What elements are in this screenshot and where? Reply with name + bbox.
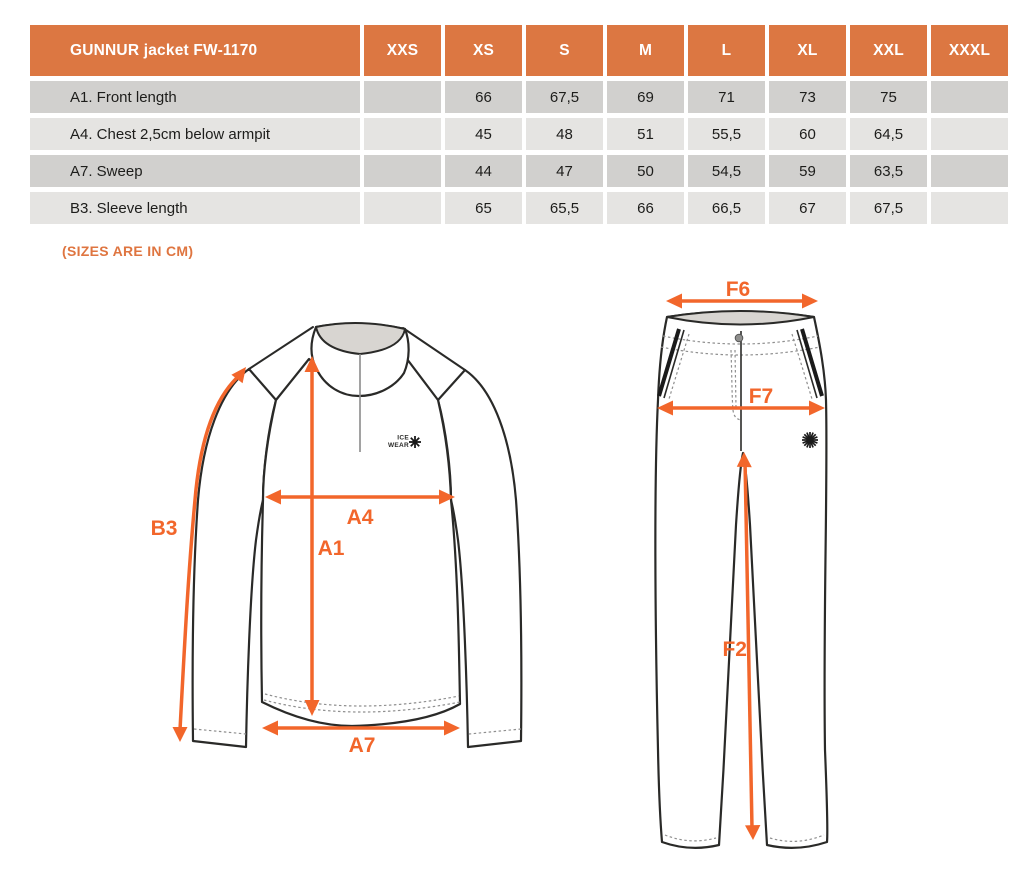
svg-text:WEAR: WEAR — [387, 442, 409, 449]
row-label-b3: B3. Sleeve length — [30, 192, 360, 224]
b3-label: B3 — [150, 517, 178, 540]
value-cell: 65 — [445, 192, 522, 224]
value-cell: 64,5 — [850, 118, 927, 150]
f6-label: F6 — [725, 278, 751, 301]
value-cell: 71 — [688, 81, 765, 113]
pants-diagram — [628, 278, 873, 870]
value-cell — [931, 155, 1008, 187]
size-header-xxs: XXS — [364, 25, 441, 76]
snowflake-icon — [409, 436, 421, 448]
a4-label: A4 — [346, 506, 374, 529]
value-cell: 65,5 — [526, 192, 603, 224]
size-header-xs: XS — [445, 25, 522, 76]
value-cell: 45 — [445, 118, 522, 150]
value-cell: 44 — [445, 155, 522, 187]
size-header-xxxl: XXXL — [931, 25, 1008, 76]
row-label-a7: A7. Sweep — [30, 155, 360, 187]
sizes-note: (SIZES ARE IN CM) — [62, 243, 194, 259]
row-label-a1: A1. Front length — [30, 81, 360, 113]
value-cell — [364, 155, 441, 187]
value-cell — [931, 192, 1008, 224]
svg-text:ICE: ICE — [397, 434, 409, 442]
value-cell: 66 — [445, 81, 522, 113]
size-header-xxl: XXL — [850, 25, 927, 76]
size-header-xl: XL — [769, 25, 846, 76]
value-cell: 69 — [607, 81, 684, 113]
size-table — [30, 25, 1008, 224]
a7-label: A7 — [348, 734, 376, 757]
f7-label: F7 — [748, 385, 774, 408]
waist-button — [735, 334, 743, 342]
product-title-cell: GUNNUR jacket FW-1170 — [30, 25, 360, 76]
value-cell: 48 — [526, 118, 603, 150]
size-header-s: S — [526, 25, 603, 76]
snowflake-icon — [802, 432, 818, 448]
value-cell: 51 — [607, 118, 684, 150]
f2-label: F2 — [722, 638, 747, 661]
size-header-l: L — [688, 25, 765, 76]
value-cell: 54,5 — [688, 155, 765, 187]
f6-measurement-arrow — [666, 278, 818, 309]
value-cell: 60 — [769, 118, 846, 150]
value-cell: 66,5 — [688, 192, 765, 224]
value-cell: 63,5 — [850, 155, 927, 187]
value-cell — [364, 192, 441, 224]
value-cell: 59 — [769, 155, 846, 187]
value-cell — [931, 81, 1008, 113]
value-cell: 47 — [526, 155, 603, 187]
value-cell: 67,5 — [526, 81, 603, 113]
value-cell: 75 — [850, 81, 927, 113]
value-cell: 66 — [607, 192, 684, 224]
row-label-a4: A4. Chest 2,5cm below armpit — [30, 118, 360, 150]
value-cell: 50 — [607, 155, 684, 187]
size-header-m: M — [607, 25, 684, 76]
jacket-diagram — [140, 285, 570, 770]
value-cell: 67,5 — [850, 192, 927, 224]
value-cell: 73 — [769, 81, 846, 113]
value-cell: 55,5 — [688, 118, 765, 150]
value-cell — [364, 81, 441, 113]
value-cell: 67 — [769, 192, 846, 224]
value-cell — [364, 118, 441, 150]
a1-label: A1 — [317, 537, 345, 560]
value-cell — [931, 118, 1008, 150]
